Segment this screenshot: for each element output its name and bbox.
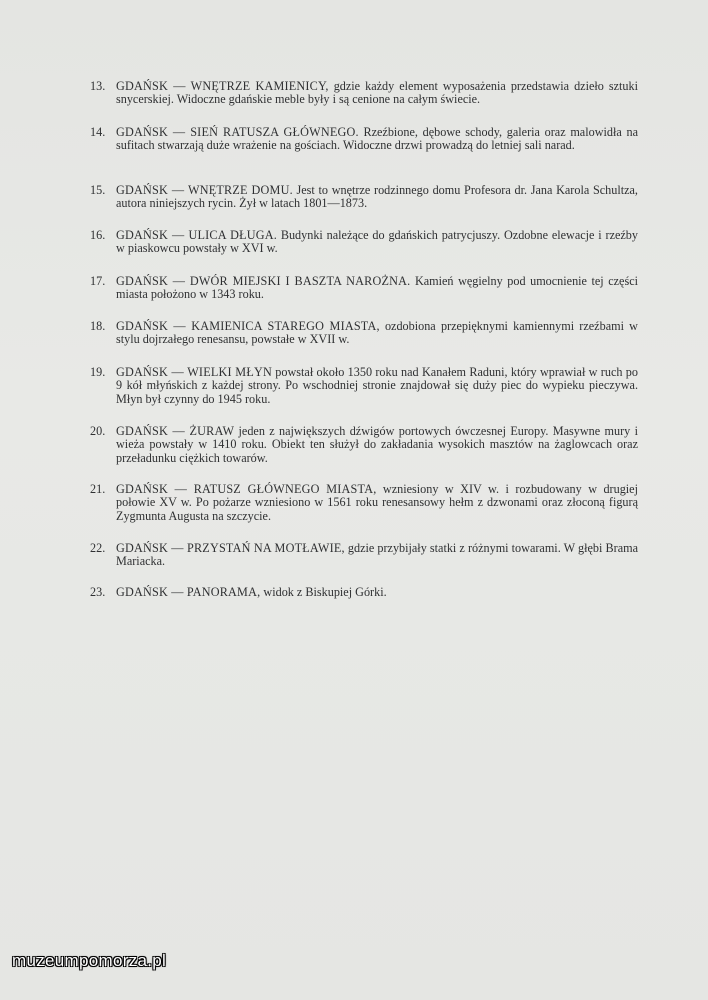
item-number: 17. bbox=[90, 274, 106, 288]
item-number: 21. bbox=[90, 482, 106, 496]
item-number: 20. bbox=[90, 424, 106, 438]
item-number: 14. bbox=[90, 125, 106, 139]
item-number: 22. bbox=[90, 541, 106, 555]
item-text bbox=[116, 586, 638, 599]
item-description: jeden z największych dźwigów portowych ówczesnej Europy. Masywne mury i wieża powstały w 1410 roku. Obiekt ten służył do zakładania wysokich masztów na żaglowcach oraz przeładunku ciężkich towarów. bbox=[116, 424, 638, 465]
caption-list bbox=[90, 79, 638, 599]
item-number: 15. bbox=[90, 183, 106, 197]
item-text bbox=[116, 229, 638, 256]
list-item bbox=[90, 542, 638, 569]
list-item bbox=[90, 425, 638, 465]
item-title: GDAŃSK — PANORAMA, bbox=[116, 585, 261, 599]
list-item bbox=[90, 366, 638, 406]
item-text bbox=[116, 320, 638, 347]
item-text bbox=[116, 366, 638, 406]
item-description: gdzie przybijały statki z różnymi towarami. W głębi Brama Mariacka. bbox=[116, 541, 638, 569]
item-text bbox=[116, 542, 638, 569]
item-description: gdzie każdy element wyposażenia przedstawia dzieło sztuki snycerskiej. Widoczne gdańskie meble były i są cenione na całym świecie. bbox=[116, 79, 638, 107]
item-number: 18. bbox=[90, 319, 106, 333]
item-description: Rzeźbione, dębowe schody, galeria oraz malowidła na sufitach stwarzają duże wrażenie na gościach. Widoczne drzwi prowadzą do letniej sali narad. bbox=[116, 125, 638, 153]
list-item bbox=[90, 80, 638, 107]
item-number: 16. bbox=[90, 228, 106, 242]
item-title: GDAŃSK — SIEŃ RATUSZA GŁÓWNEGO. bbox=[116, 125, 359, 139]
item-description: widok z Biskupiej Górki. bbox=[260, 585, 387, 599]
item-title: GDAŃSK — PRZYSTAŃ NA MOTŁAWIE, bbox=[116, 541, 345, 555]
item-description: Budynki należące do gdańskich patrycjuszy. Ozdobne elewacje i rzeźby w piaskowcu powstały w XVI w. bbox=[116, 228, 638, 256]
item-title: GDAŃSK — WNĘTRZE DOMU. bbox=[116, 183, 293, 197]
item-number: 13. bbox=[90, 79, 106, 93]
item-title: GDAŃSK — KAMIENICA STAREGO MIASTA, bbox=[116, 319, 380, 333]
list-item bbox=[90, 229, 638, 256]
item-text bbox=[116, 80, 638, 107]
item-text bbox=[116, 483, 638, 523]
item-description: Kamień węgielny pod umocnienie tej części miasta położono w 1343 roku. bbox=[116, 274, 638, 302]
list-item bbox=[90, 586, 638, 599]
item-title: GDAŃSK — WIELKI MŁYN bbox=[116, 365, 272, 379]
list-item bbox=[90, 126, 638, 153]
item-title: GDAŃSK — RATUSZ GŁÓWNEGO MIASTA, bbox=[116, 482, 377, 496]
list-item bbox=[90, 483, 638, 523]
list-item bbox=[90, 275, 638, 302]
watermark-text: muzeumpomorza.pl bbox=[12, 951, 167, 970]
item-number: 23. bbox=[90, 585, 106, 599]
item-title: GDAŃSK — DWÓR MIEJSKI I BASZTA NAROŻNA. bbox=[116, 274, 411, 288]
list-item bbox=[90, 320, 638, 347]
item-description: powstał około 1350 roku nad Kanałem Raduni, który wprawiał w ruch po 9 kół młyńskich z każdej strony. Po wschodniej stronie znajdował się duży piec do wypieku pieczywa. Młyn był czynny do 1945 roku. bbox=[116, 365, 638, 406]
item-title: GDAŃSK — WNĘTRZE KAMIENICY, bbox=[116, 79, 329, 93]
list-item bbox=[90, 184, 638, 211]
item-title: GDAŃSK — ULICA DŁUGA. bbox=[116, 228, 277, 242]
item-description: ozdobiona przepięknymi kamiennymi rzeźbami w stylu dojrzałego renesansu, powstałe w XVII w. bbox=[116, 319, 638, 347]
item-text bbox=[116, 425, 638, 465]
item-text bbox=[116, 275, 638, 302]
item-description: Jest to wnętrze rodzinnego domu Profesora dr. Jana Karola Schultza, autora niniejszych rycin. Żył w latach 1801—1873. bbox=[116, 183, 638, 211]
item-text bbox=[116, 184, 638, 211]
item-title: GDAŃSK — ŻURAW bbox=[116, 424, 235, 438]
item-description: wzniesiony w XIV w. i rozbudowany w drugiej połowie XV w. Po pożarze wzniesiono w 1561 roku renesansowy hełm z dzwonami oraz złoconą figurą Zygmunta Augusta na szczycie. bbox=[116, 482, 638, 523]
item-number: 19. bbox=[90, 365, 106, 379]
item-text bbox=[116, 126, 638, 153]
